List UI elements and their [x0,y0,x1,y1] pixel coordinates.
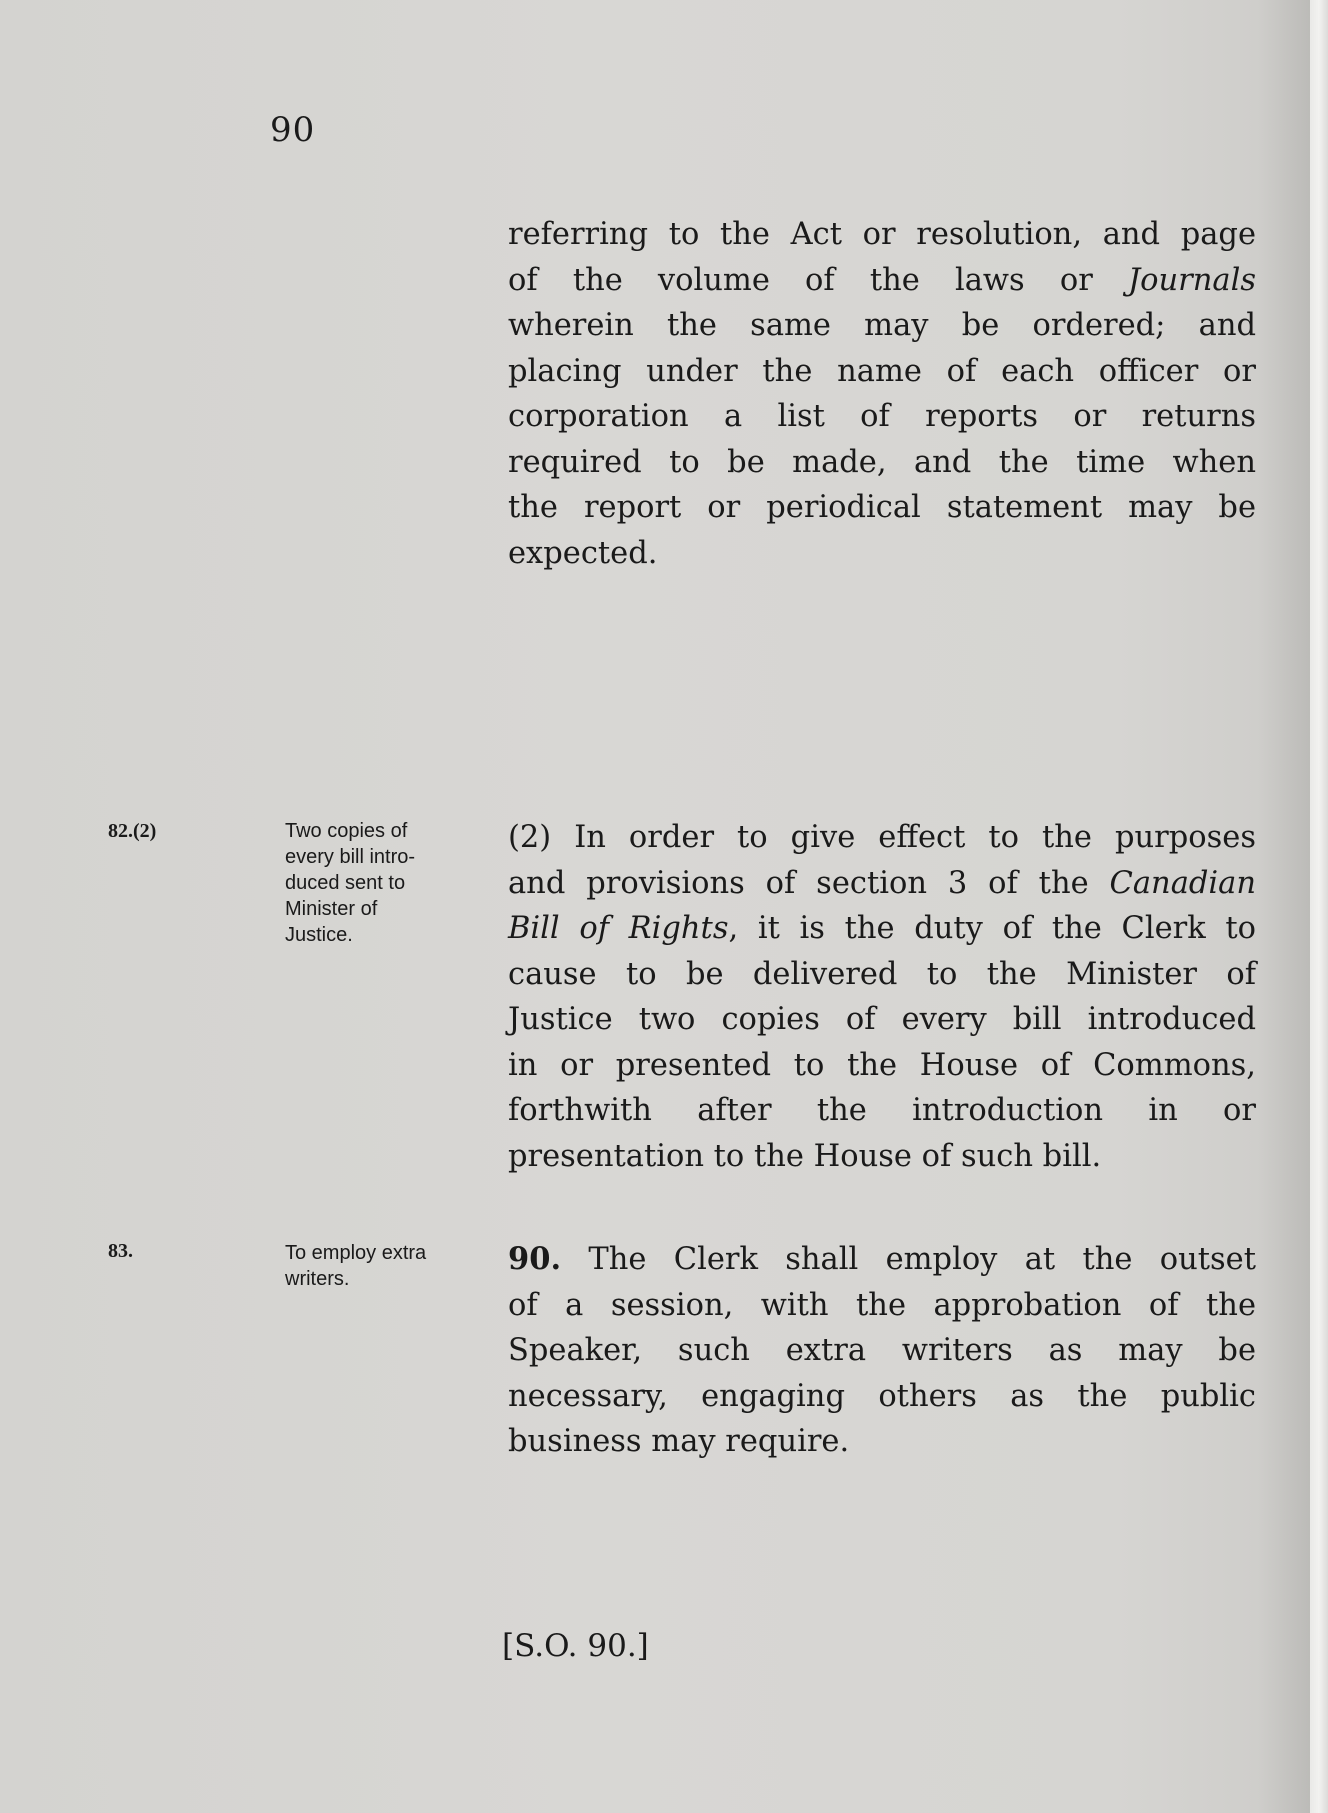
paragraph-line: business may require. [508,1424,850,1459]
page-number: 90 [270,110,316,150]
paragraph-line: expected. [508,535,658,571]
canadian-italic: Canadian [1109,865,1256,901]
paragraph-line: corporation a list of reports or returns [508,399,1256,434]
paragraph-line: (2) In order to give effect to the purposes [508,820,1256,855]
journals-italic: Journals [1127,262,1256,298]
continuation-paragraph [508,212,1256,576]
margin-note-line: duced sent to [285,872,406,894]
margin-note-line: Minister of [285,898,378,920]
paragraph-line: 90. The Clerk shall employ at the outset [508,1241,1256,1277]
margin-note-line: Two copies of [285,820,408,842]
margin-note [285,1240,475,1292]
paragraph-line: placing under the name of each officer or [508,353,1256,389]
bill-of-rights-italic: Bill of Rights [508,911,729,946]
paragraph-line: wherein the same may be ordered; and [508,308,1256,343]
section-90-paragraph [508,1237,1256,1465]
paragraph-line: necessary, engaging others as the public [508,1378,1256,1414]
paragraph-line: required to be made, and the time when [508,444,1256,480]
paragraph-line: of a session, with the approbation of the [508,1287,1256,1323]
paragraph-line: the report or periodical statement may be [508,490,1256,525]
page-edge [1310,0,1328,1813]
paragraph-line: forthwith after the introduction in or [508,1093,1256,1128]
margin-note-line: writers. [285,1268,350,1290]
paragraph-line: Bill of Rights, it is the duty of the Clerk to [508,911,1257,946]
margin-note-line: Justice. [285,924,353,946]
section-number: 90. [508,1241,562,1277]
section-reference: 83. [108,1240,133,1262]
paragraph-line: referring to the Act or resolution, and page [508,217,1256,252]
paragraph-line: presentation to the House of such bill. [508,1138,1102,1174]
section-reference: 82.(2) [108,820,157,842]
margin-note [285,818,475,948]
paragraph-line: of the volume of the laws or Journals [508,262,1256,298]
paragraph-line: and provisions of section 3 of the Canadian [508,865,1256,901]
margin-note-line: every bill intro- [285,846,416,868]
paragraph-line: cause to be delivered to the Minister of [508,956,1256,992]
paragraph-line: in or presented to the House of Commons, [508,1047,1256,1083]
paragraph-line: Speaker, such extra writers as may be [508,1333,1256,1368]
paragraph-line: Justice two copies of every bill introduced [508,1002,1256,1037]
standing-order-reference: [S.O. 90.] [502,1628,649,1664]
margin-note-line: To employ extra [285,1242,427,1264]
section-82-2-paragraph [508,815,1256,1179]
